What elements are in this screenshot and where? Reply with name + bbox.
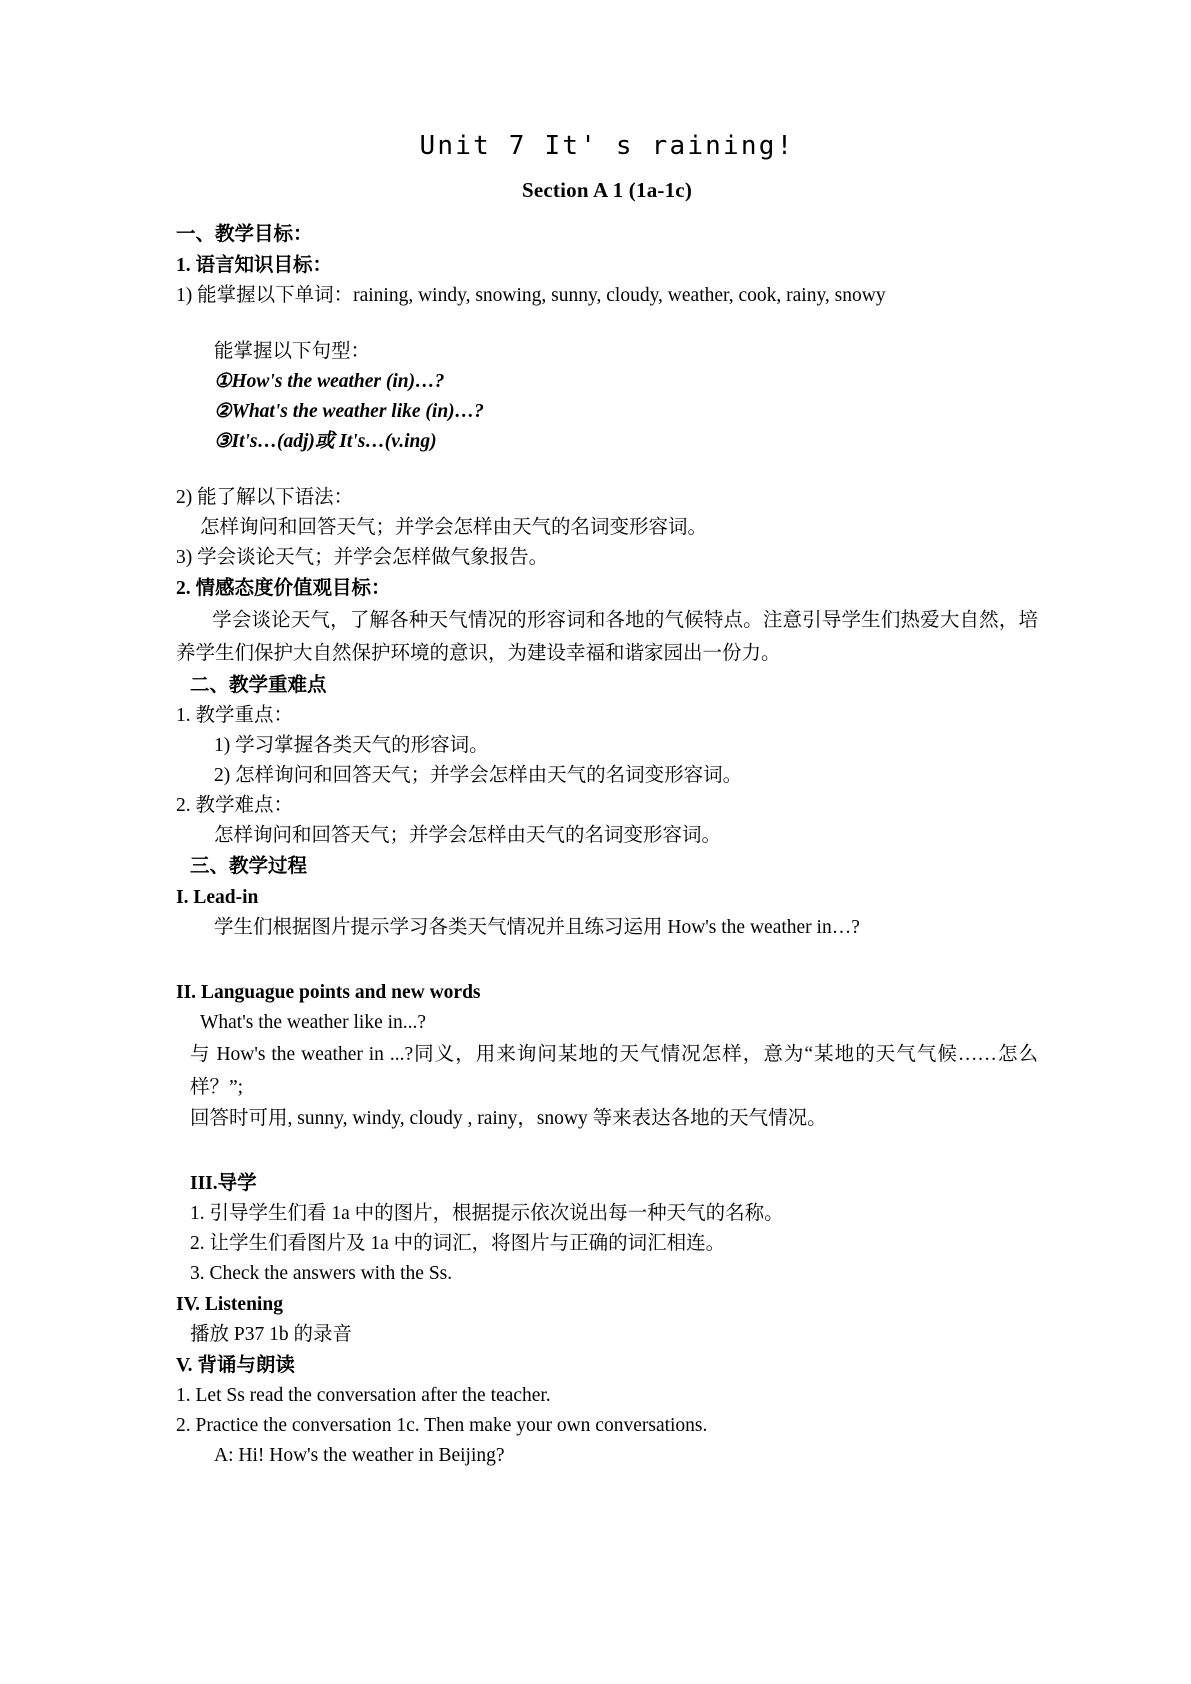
numeral-listening: IV.: [176, 1293, 201, 1315]
key-points-heading: 1. 教学重点：: [176, 704, 294, 726]
spacer: [176, 1134, 1038, 1168]
heading-listening: [176, 1289, 1038, 1320]
sentence-pattern-2: ②What's the weather like (in)…?: [214, 400, 484, 422]
spacer: [176, 943, 1038, 977]
heading-teaching-process: 三、教学过程: [190, 855, 308, 877]
heading-recite: [176, 1350, 1038, 1381]
heading-language-knowledge: 1. 语言知识目标：: [176, 254, 333, 276]
title-recite: 背诵与朗读: [197, 1354, 295, 1376]
objective-discuss-weather: 3) 学会谈论天气；并学会怎样做气象报告。: [176, 546, 549, 568]
recite-step-2: 2. Practice the conversation 1c. Then make your own conversations.: [176, 1414, 708, 1436]
recite-step-1: 1. Let Ss read the conversation after the teacher.: [176, 1384, 551, 1406]
title-listening: Listening: [204, 1293, 283, 1315]
heading-emotional-attitude: 2. 情感态度价值观目标：: [176, 577, 391, 599]
guidance-step-1: 1. 引导学生们看 1a 中的图片，根据提示依次说出每一种天气的名称。: [190, 1202, 784, 1224]
listening-body: 播放 P37 1b 的录音: [190, 1323, 352, 1345]
emotional-attitude-text: 学会谈论天气，了解各种天气情况的形容词和各地的气候特点。注意引导学生们热爱大自然，培养学生们保护大自然保护环境的意识，为建设幸福和谐家园出一份力。: [176, 609, 1038, 664]
difficult-point-1: 怎样询问和回答天气；并学会怎样由天气的名词变形容词。: [214, 824, 722, 846]
emotional-attitude-body: [176, 604, 1038, 670]
sentence-pattern-1: ①How's the weather (in)…?: [214, 370, 445, 392]
recite-dialogue-a: A: Hi! How's the weather in Beijing?: [214, 1444, 505, 1466]
numeral-guidance: III.: [190, 1172, 218, 1194]
numeral-recite: V.: [176, 1354, 193, 1376]
difficult-points-heading: 2. 教学难点：: [176, 794, 294, 816]
language-points-line-2: 与 How's the weather in ...?同义，用来询问某地的天气情况怎样，意为“某地的天气气候……怎么样？”;: [190, 1043, 1038, 1098]
numeral-language-points: II.: [176, 981, 197, 1003]
sentence-pattern-3: ③It's…(adj)或 It's…(v.ing): [214, 430, 437, 452]
spacer: [176, 457, 1038, 483]
lead-in-body: 学生们根据图片提示学习各类天气情况并且练习运用 How's the weather in…?: [214, 916, 860, 938]
key-point-1: 1) 学习掌握各类天气的形容词。: [214, 734, 489, 756]
heading-guidance: [176, 1168, 1038, 1199]
spacer: [176, 311, 1038, 337]
page-subtitle: Section A 1 (1a-1c): [521, 177, 693, 202]
title-guidance: 导学: [217, 1172, 257, 1194]
language-points-line-3: 回答时可用, sunny, windy, cloudy , rainy，snowy 等来表达各地的天气情况。: [190, 1107, 827, 1129]
objective-words-line: 1) 能掌握以下单词：raining, windy, snowing, sunny, cloudy, weather, cook, rainy, snowy: [176, 284, 886, 306]
guidance-step-2: 2. 让学生们看图片及 1a 中的词汇，将图片与正确的词汇相连。: [190, 1232, 726, 1254]
document-body: [176, 130, 1038, 1471]
guidance-step-3: 3. Check the answers with the Ss.: [190, 1262, 453, 1284]
page-title: Unit 7 It' s raining!: [419, 131, 795, 161]
title-lead-in: Lead-in: [193, 886, 259, 908]
heading-language-points: [176, 977, 1038, 1008]
heading-key-and-difficult-points: 二、教学重难点: [190, 674, 327, 696]
objective-grammar-detail: 怎样询问和回答天气；并学会怎样由天气的名词变形容词。: [200, 516, 708, 538]
numeral-lead-in: I.: [176, 886, 189, 908]
title-language-points: Languague points and new words: [200, 981, 481, 1003]
heading-teaching-objectives: 一、教学目标：: [176, 223, 313, 245]
language-points-line-1: What's the weather like in...?: [200, 1011, 427, 1033]
patterns-intro: 能掌握以下句型：: [214, 340, 371, 362]
heading-lead-in: [176, 882, 1038, 913]
objective-grammar-line: 2) 能了解以下语法：: [176, 486, 354, 508]
key-point-2: 2) 怎样询问和回答天气；并学会怎样由天气的名词变形容词。: [214, 764, 743, 786]
